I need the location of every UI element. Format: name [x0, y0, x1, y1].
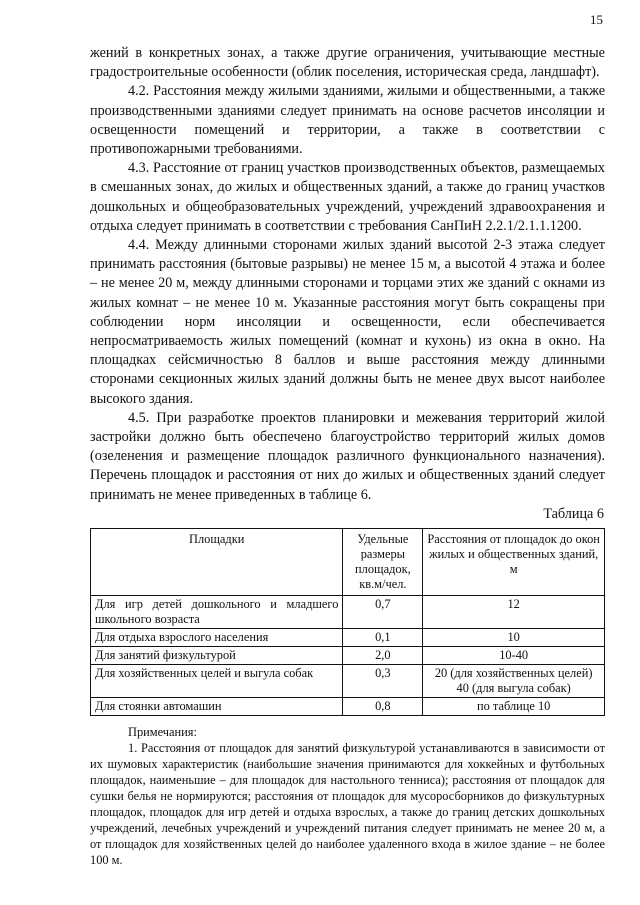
paragraph-4-2: 4.2. Расстояния между жилыми зданиями, жилыми и общественными, а также производственными зданиями следует принимать на основе расчетов инсоляции и освещенности помещений и территории, а также в соответствии с противопожарными требованиями.	[90, 83, 605, 158]
row-size: 0,1	[343, 628, 423, 646]
row-name: Для стоянки автомашин	[91, 697, 343, 715]
row-size: 0,3	[343, 664, 423, 697]
paragraph-4-3: 4.3. Расстояние от границ участков производственных объектов, размещаемых в смешанных зонах, до жилых и общественных зданий, а также до границ участков дошкольных и общеобразовательных учреждений, учреждений здравоохранения и отдыха следует принимать в соответствии с требования СанПиН 2.2.1/2.1.1.1200.	[90, 160, 605, 234]
row-distance: 10	[423, 628, 605, 646]
page-number: 15	[590, 12, 603, 27]
notes-section	[90, 724, 605, 868]
row-distance: 20 (для хозяйственных целей) 40 (для выгула собак)	[423, 664, 605, 697]
table-row	[91, 664, 605, 697]
header-distance: Расстояния от площадок до окон жилых и общественных зданий, м	[423, 528, 605, 595]
note-1: 1. Расстояния от площадок для занятий физкультурой устанавливаются в зависимости от их шумовых характеристик (наибольшие значения принимаются для хоккейных и футбольных площадок, наименьшие – для площадок для настольного тенниса); расстояния от площадок для сушки белья не нормируются; расстояния от площадок для мусоросборников до физкультурных площадок, площадок для игр детей и отдыха взрослых, а также до границ детских дошкольных учреждений, лечебных учреждений и учреждений питания следует принимать не менее 20 м, а от площадок для хозяйственных целей до наиболее удаленного входа в жилое здание – не более 100 м.	[90, 740, 605, 867]
row-name: Для игр детей дошкольного и младшего школьного возраста	[91, 595, 343, 628]
header-playgrounds: Площадки	[91, 528, 343, 595]
row-distance: 12	[423, 595, 605, 628]
document-body	[90, 44, 605, 868]
row-name: Для отдыха взрослого населения	[91, 628, 343, 646]
paragraph-4-4: 4.4. Между длинными сторонами жилых зданий высотой 2-3 этажа следует принимать расстояния (бытовые разрывы) не менее 15 м, а высотой 4 этажа и более – не менее 20 м, между длинными сторонами и торцами этих же зданий с окнами из жилых комнат – не менее 10 м. Указанные расстояния могут быть сокращены при соблюдении норм инсоляции и освещенности, если обеспечивается непросматриваемость жилых помещений (комнат и кухонь) из окна в окно. На площадках сейсмичностью 8 баллов и выше расстояния между длинными сторонами секционных жилых зданий должны быть не менее двух высот наиболее высокого здания.	[90, 237, 605, 407]
table-row	[91, 628, 605, 646]
table-row	[91, 697, 605, 715]
paragraph-4-5: 4.5. При разработке проектов планировки и межевания территорий жилой застройки должно быть обеспечено благоустройство территорий жилых домов (озеленения и размещение площадок различного функционального назначения). Перечень площадок и расстояния от них до жилых и общественных зданий следует принимать не менее приведенных в таблице 6.	[90, 409, 605, 503]
notes-heading: Примечания:	[128, 724, 197, 739]
table-caption: Таблица 6	[543, 505, 604, 522]
row-size: 0,7	[343, 595, 423, 628]
row-name: Для хозяйственных целей и выгула собак	[91, 664, 343, 697]
header-specific-size: Удельные размеры площадок, кв.м/чел.	[343, 528, 423, 595]
paragraph-continuation: жений в конкретных зонах, а также другие ограничения, учитывающие местные градостроительные особенности (облик поселения, историческая среда, ландшафт).	[90, 45, 605, 81]
row-distance: 10-40	[423, 646, 605, 664]
row-size: 2,0	[343, 646, 423, 664]
table-row	[91, 595, 605, 628]
table-6	[90, 528, 605, 716]
row-size: 0,8	[343, 697, 423, 715]
row-distance: по таблице 10	[423, 697, 605, 715]
table-row	[91, 646, 605, 664]
row-name: Для занятий физкультурой	[91, 646, 343, 664]
table-header-row	[91, 528, 605, 595]
